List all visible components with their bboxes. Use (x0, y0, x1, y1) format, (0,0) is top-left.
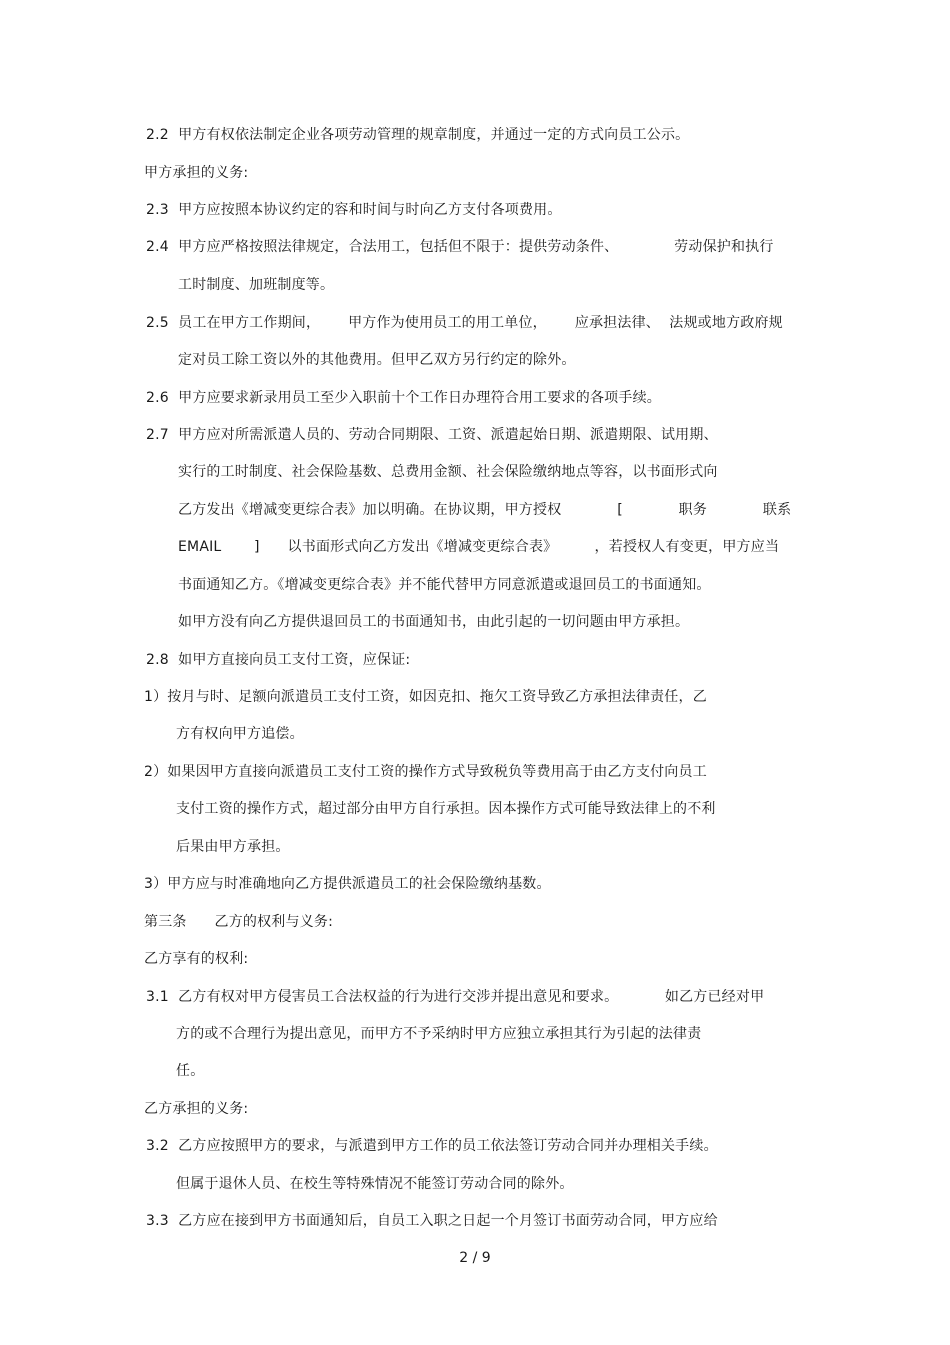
text-line: 后果由甲方承担。 (176, 839, 290, 855)
page-number: 2 / 9 (459, 1250, 491, 1266)
text-line: 2.5 员工在甲方工作期间， 甲方作为使用员工的用工单位， 应承担法律、 法规或地方政府规 (146, 315, 783, 331)
text-line: 支付工资的操作方式，超过部分由甲方自行承担。因本操作方式可能导致法律上的不利 (176, 801, 716, 817)
text-line: 2.4 甲方应严格按照法律规定，合法用工，包括但不限于：提供劳动条件、 劳动保护和执行 (146, 239, 774, 255)
text-line: 2.6 甲方应要求新录用员工至少入职前十个工作日办理符合用工要求的各项手续。 (146, 390, 661, 406)
text-line: 2.8 如甲方直接向员工支付工资，应保证: (146, 652, 411, 668)
text-line: 工时制度、加班制度等。 (178, 277, 335, 293)
text-line: 3）甲方应与时准确地向乙方提供派遣员工的社会保险缴纳基数。 (144, 876, 551, 892)
text-line: 乙方承担的义务: (144, 1101, 249, 1117)
text-line: 乙方享有的权利: (144, 951, 249, 967)
text-line: 如甲方没有向乙方提供退回员工的书面通知书，由此引起的一切问题由甲方承担。 (178, 614, 690, 630)
text-line: 2）如果因甲方直接向派遣员工支付工资的操作方式导致税负等费用高于由乙方支付向员工 (144, 764, 707, 780)
text-line: 甲方承担的义务: (144, 165, 249, 181)
text-line: 2.3 甲方应按照本协议约定的容和时间与时向乙方支付各项费用。 (146, 202, 562, 218)
text-line: 任。 (176, 1063, 205, 1079)
text-line: 3.3 乙方应在接到甲方书面通知后，自员工入职之日起一个月签订书面劳动合同，甲方应给 (146, 1213, 718, 1229)
text-line: 1）按月与时、足额向派遣员工支付工资，如因克扣、拖欠工资导致乙方承担法律责任，乙 (144, 689, 707, 705)
text-line: 2.2 甲方有权依法制定企业各项劳动管理的规章制度，并通过一定的方式向员工公示。 (146, 127, 690, 143)
text-line: 第三条 乙方的权利与义务: (144, 914, 334, 930)
text-line: 3.1 乙方有权对甲方侵害员工合法权益的行为进行交涉并提出意见和要求。 如乙方已经对甲 (146, 989, 765, 1005)
text-line: EMAIL ] 以书面形式向乙方发出《增减变更综合表》 ，若授权人有变更，甲方应当 (178, 539, 780, 555)
text-line: 书面通知乙方。《增减变更综合表》并不能代替甲方同意派遣或退回员工的书面通知。 (178, 577, 711, 593)
text-line: 方的或不合理行为提出意见，而甲方不予采纳时甲方应独立承担其行为引起的法律责 (176, 1026, 702, 1042)
text-line: 定对员工除工资以外的其他费用。但甲乙双方另行约定的除外。 (178, 352, 576, 368)
text-line: 乙方发出《增减变更综合表》加以明确。在协议期，甲方授权 [ 职务 联系 (178, 502, 792, 518)
text-line: 但属于退休人员、在校生等特殊情况不能签订劳动合同的除外。 (176, 1176, 574, 1192)
text-line: 2.7 甲方应对所需派遣人员的、劳动合同期限、工资、派遣起始日期、派遣期限、试用期、 (146, 427, 718, 443)
text-line: 3.2 乙方应按照甲方的要求，与派遣到甲方工作的员工依法签订劳动合同并办理相关手续。 (146, 1138, 718, 1154)
text-line: 方有权向甲方追偿。 (176, 726, 304, 742)
text-line: 实行的工时制度、社会保险基数、总费用金额、社会保险缴纳地点等容，以书面形式向 (178, 464, 718, 480)
